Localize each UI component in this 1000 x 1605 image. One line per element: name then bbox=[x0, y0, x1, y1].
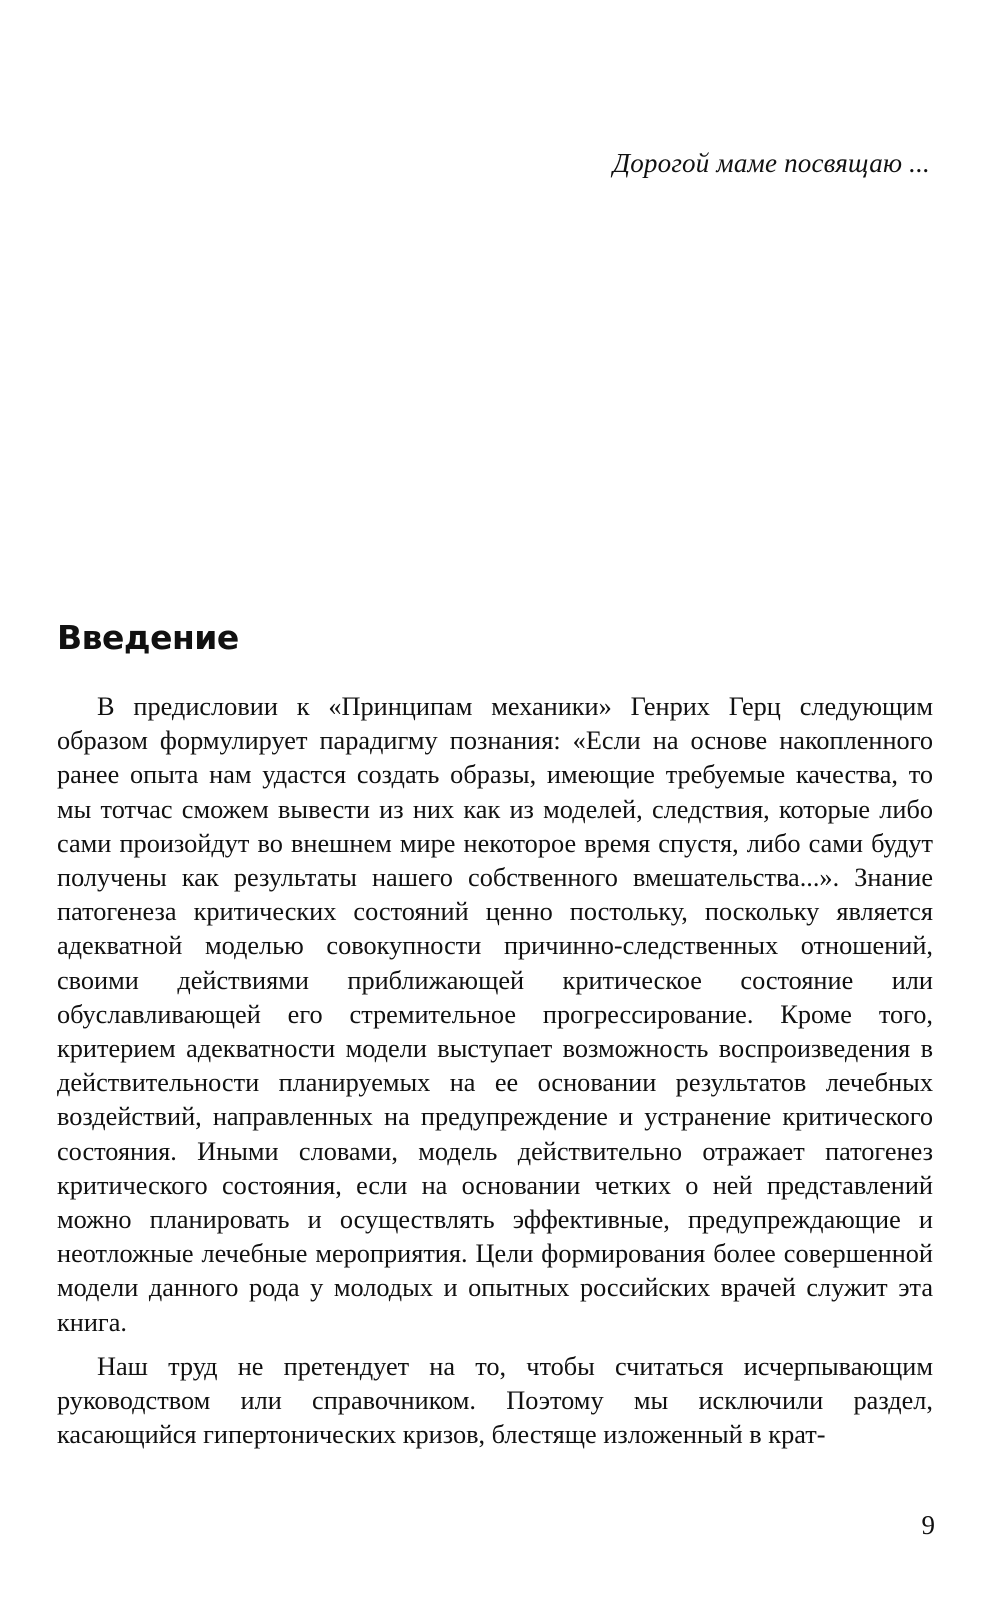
body-text bbox=[57, 690, 933, 1462]
paragraph-1: В предисловии к «Принципам механики» Генрих Герц следующим образом формулирует парадигму познания: «Если на основе накопленного ранее опыта нам удастся создать образы, имеющие требуемые качества, то мы тотчас сможем вывести из них как из моделей, следствия, которые либо сами произойдут во внешнем мире некоторое время спустя, либо сами будут получены как результаты нашего собственного вмешательства...». Знание патогенеза критических состояний ценно постольку, поскольку является адекватной моделью совокупности причинно-следственных отношений, своими действиями приближающей критическое состояние или обуславливающей его стремительное прогрессирование. Кроме того, критерием адекватности модели выступает возможность воспроизведения в действительности планируемых на ее основании результатов лечебных воздействий, направленных на предупреждение и устранение критического состояния. Иными словами, модель действительно отражает патогенез критического состояния, если на основании четких о ней представлений можно планировать и осуществлять эффективные, предупреждающие и неотложные лечебные мероприятия. Цели формирования более совершенной модели данного рода у молодых и опытных российских врачей служит эта книга. bbox=[57, 692, 933, 1337]
dedication: Дорогой маме посвящаю ... bbox=[612, 148, 930, 178]
paragraph-2: Наш труд не претендует на то, чтобы считаться исчерпывающим руководством или справочником. Поэтому мы исключили раздел, касающийся гипертонических кризов, блестяще изложенный в крат- bbox=[57, 1351, 933, 1450]
section-title: Введение bbox=[57, 618, 239, 657]
page-number: 9 bbox=[921, 1510, 935, 1540]
